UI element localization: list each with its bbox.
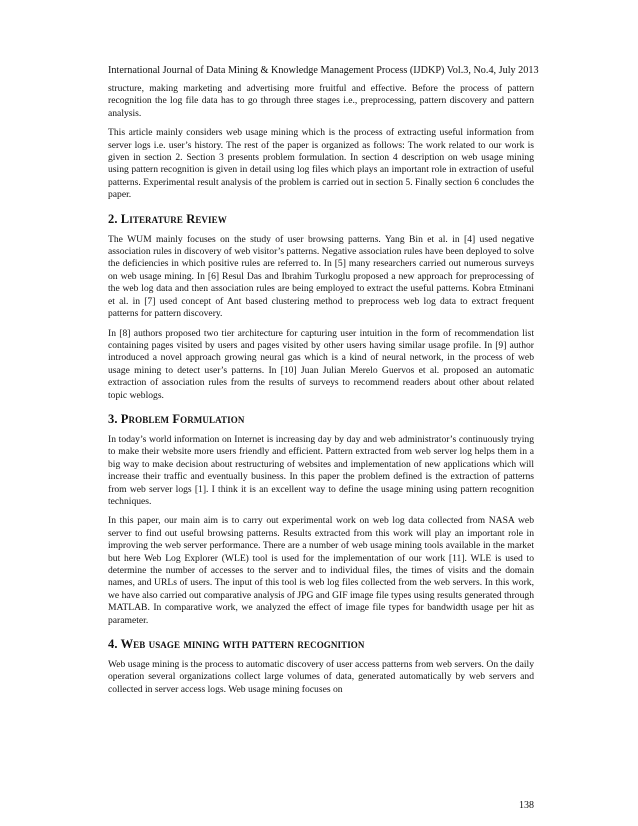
web-usage-mining-paragraph-1: Web usage mining is the process to automatic discovery of user access patterns from web servers. On the daily operation several organizations collect large volumes of data, generated automatically by web servers and collected in server access logs. Web usage mining focuses on	[108, 659, 534, 695]
page-number: 138	[519, 800, 534, 811]
running-header: International Journal of Data Mining & Knowledge Management Process (IJDKP) Vol.3, No.4, July 2013	[108, 65, 539, 76]
section-heading-web-usage-mining: 4. Web usage mining with pattern recognition	[108, 637, 365, 652]
problem-formulation-paragraph-2: In this paper, our main aim is to carry out experimental work on web log data collected from NASA web server to find out useful browsing patterns. Results extracted from this work will play an important role in improving the web server performance. There are a number of web usage mining tools available in the market but here Web Log Explorer (WLE) tool is used for the implementation of our work [11]. WLE is used to determine the number of accesses to the server and to individual files, the times of visits and the domain names, and URLs of users. The input of this tool is web log files collected from the web servers. In this work, we have also carried out comparative analysis of JPG and GIF image file types using results generated through MATLAB. In comparative work, we analyzed the effect of image file types for bandwidth usage per hit as parameter.	[108, 515, 534, 626]
problem-formulation-paragraph-1: In today’s world information on Internet is increasing day by day and web administrator’s continuously trying to make their website more users friendly and efficient. Pattern extracted from web server log helps them in a big way to make decision about restructuring of websites and implementation of new applications which will increase their traffic and eventually business. In this paper the problem defined is the extraction of patterns from web server logs [1]. I think it is an excellent way to define the usage mining using pattern recognition techniques.	[108, 433, 534, 507]
section-heading-problem-formulation: 3. Problem Formulation	[108, 411, 245, 426]
literature-review-paragraph-1: The WUM mainly focuses on the study of user browsing patterns. Yang Bin et al. in [4] used negative association rules in discovery of web visitor’s patterns. Negative association rules have been deployed to solve the deficiencies in which positive rules are referred to. In [5] many researchers carried out numerous surveys on web usage mining. In [6] Resul Das and Ibrahim Turkoglu proposed a new approach for preprocessing of the web log data and then association rules are being employed to extract the useful patterns. Kobra Etminani et al. in [7] used concept of Ant based clustering method to preprocess web log data to extract frequent patterns for pattern discovery.	[108, 233, 534, 320]
literature-review-paragraph-2: In [8] authors proposed two tier architecture for capturing user intuition in the form of recommendation list containing pages visited by users and pages visited by other users having similar usage profile. In [9] author introduced a novel approach growing neural gas which is a kind of neural network, in the process of web usage mining to detect user’s patterns. In [10] Juan Julian Merelo Guervos et al. proposed an automatic extraction of association rules from the results of surveys to recommend readers about other about related topic weblogs.	[108, 327, 534, 401]
intro-paragraph-1: structure, making marketing and advertising more fruitful and effective. Before the process of pattern recognition the log file data has to go through three stages i.e., preprocessing, pattern discovery and pattern analysis.	[108, 83, 534, 119]
intro-paragraph-2: This article mainly considers web usage mining which is the process of extracting useful information from server logs i.e. user’s history. The rest of the paper is organized as follows: The work related to our work is given in section 2. Section 3 presents problem formulation. In section 4 description on web usage mining using pattern recognition is given in detail using log files which plays an important role in extraction of useful patterns. Experimental result analysis of the problem is carried out in section 5. Finally section 6 concludes the paper.	[108, 127, 534, 201]
section-heading-literature-review: 2. Literature Review	[108, 211, 227, 226]
